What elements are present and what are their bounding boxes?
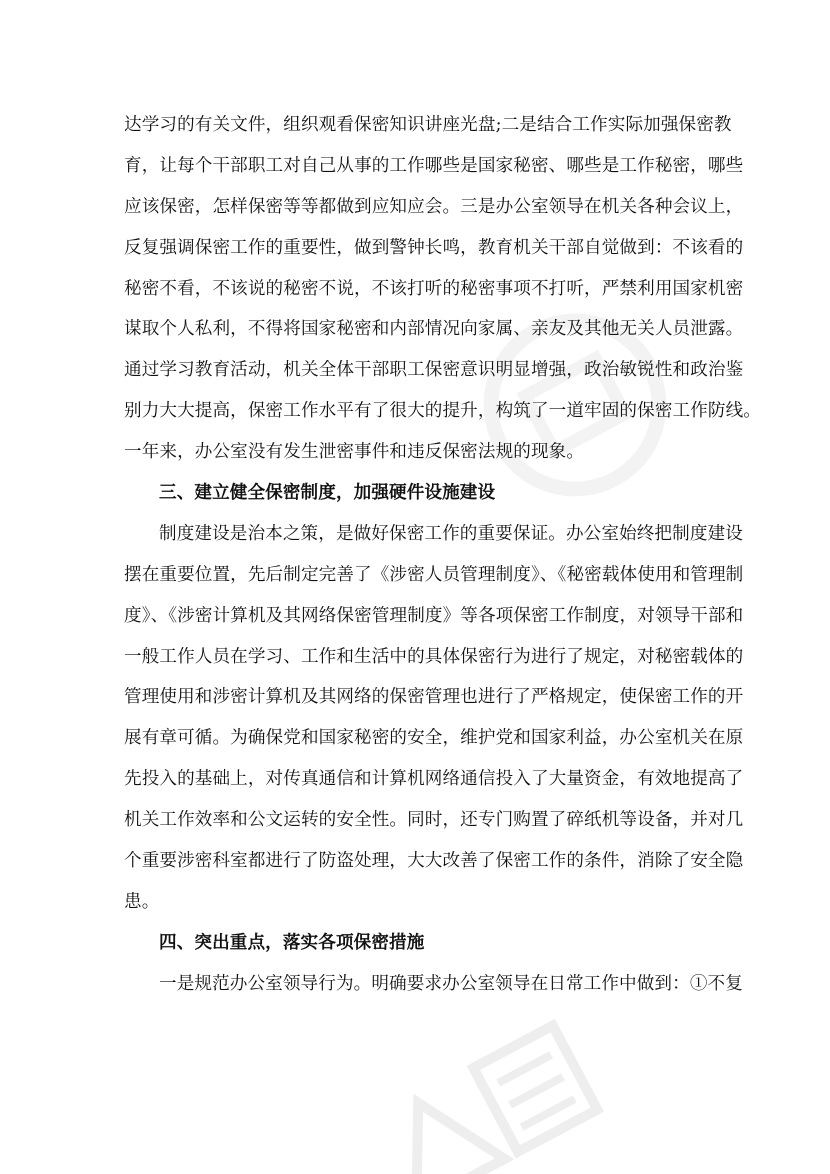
paragraph-line-9: 一年来，办公室没有发生泄密事件和违反保密法规的现象。 xyxy=(124,442,585,463)
paragraph-line-1: 达学习的有关文件，组织观看保密知识讲座光盘;二是结合工作实际加强保密教 xyxy=(124,115,732,135)
paragraph-line-15: 管理使用和涉密计算机及其网络的保密管理也进行了严格规定，使保密工作的开 xyxy=(124,687,744,708)
document-body xyxy=(124,105,761,1005)
section-heading-3: 三、建立健全保密制度，加强硬件设施建设 xyxy=(159,482,496,504)
section-heading-4: 四、突出重点，落实各项保密措施 xyxy=(159,931,425,953)
paragraph-line-5: 秘密不看，不该说的秘密不说，不该打听的秘密事项不打听，严禁利用国家机密 xyxy=(124,278,744,299)
paragraph-line-7: 通过学习教育活动，机关全体干部职工保密意识明显增强，政治敏锐性和政治鉴 xyxy=(124,360,744,381)
paragraph-line-19: 个重要涉密科室都进行了防盗处理，大大改善了保密工作的条件，消除了安全隐 xyxy=(124,851,744,872)
paragraph-line-8: 别力大大提高，保密工作水平有了很大的提升，构筑了一道牢固的保密工作防线。 xyxy=(124,401,761,422)
paragraph-line-16: 展有章可循。为确保党和国家秘密的安全，维护党和国家利益，办公室机关在原 xyxy=(124,728,744,749)
paragraph-line-17: 先投入的基础上，对传真通信和计算机网络通信投入了大量资金，有效地提高了 xyxy=(124,769,744,790)
paragraph-line-20: 患。 xyxy=(124,891,160,912)
paragraph-line-2: 育，让每个干部职工对自己从事的工作哪些是国家秘密、哪些是工作秘密，哪些 xyxy=(124,155,744,176)
paragraph-line-14: 一般工作人员在学习、工作和生活中的具体保密行为进行了规定，对秘密载体的 xyxy=(124,646,744,667)
paragraph-line-22: 一是规范办公室领导行为。明确要求办公室领导在日常工作中做到：①不复 xyxy=(159,973,743,994)
paragraph-line-13: 度》、《涉密计算机及其网络保密管理制度》等各项保密工作制度，对领导干部和 xyxy=(124,605,744,626)
paragraph-line-12: 摆在重要位置，先后制定完善了《涉密人员管理制度》、《秘密载体使用和管理制 xyxy=(124,564,744,585)
paragraph-line-18: 机关工作效率和公文运转的安全性。同时，还专门购置了碎纸机等设备，并对几 xyxy=(124,810,744,831)
paragraph-line-6: 谋取个人私利，不得将国家秘密和内部情况向家属、亲友及其他无关人员泄露。 xyxy=(124,319,744,340)
paragraph-line-11: 制度建设是治本之策，是做好保密工作的重要保证。办公室始终把制度建设 xyxy=(159,523,743,544)
paragraph-line-3: 应该保密，怎样保密等等都做到应知应会。三是办公室领导在机关各种会议上， xyxy=(124,196,744,217)
paragraph-line-4: 反复强调保密工作的重要性，做到警钟长鸣，教育机关干部自觉做到：不该看的 xyxy=(124,237,744,258)
